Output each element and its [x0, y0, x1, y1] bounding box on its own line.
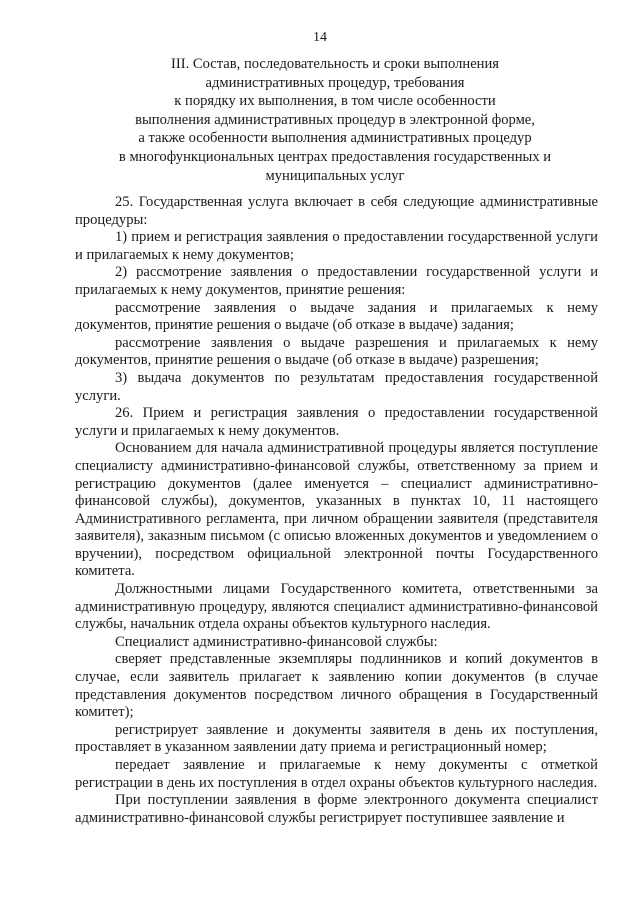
paragraph-specialist: Специалист административно-финансовой службы: — [115, 633, 438, 650]
paragraph-25: 25. Государственная услуга включает в себя следующие административные процедуры: — [75, 194, 598, 228]
heading-line: а также особенности выполнения административных процедур — [138, 130, 532, 147]
list-item-2: 2) рассмотрение заявления о предоставлении государственной услуги и прилагаемых к нему документов, принятие решения: — [75, 264, 598, 298]
paragraph-officials: Должностными лицами Государственного комитета, ответственными за административную процедуру, являются специалист административно-финансовой службы, начальник отдела охраны объектов культурного наследия. — [75, 581, 598, 633]
list-item-1: 1) прием и регистрация заявления о предоставлении государственной услуги и прилагаемых к нему документов; — [75, 229, 598, 263]
heading-line: выполнения административных процедур в электронной форме, — [135, 111, 535, 128]
heading-line: в многофункциональных центрах предоставления государственных и — [118, 148, 552, 165]
paragraph-26: 26. Прием и регистрация заявления о предоставлении государственной услуги и прилагаемых к нему документов. — [75, 405, 598, 439]
paragraph-verify: сверяет представленные экземпляры подлинников и копий документов в случае, если заявитель прилагает к заявлению копии документов (в случае представления документов посредством личного обращения в Государственный комитет); — [75, 651, 598, 721]
section-heading — [70, 55, 600, 185]
heading-line: муниципальных услуг — [265, 167, 405, 184]
body-text — [75, 194, 598, 827]
heading-line: III. Состав, последовательность и сроки выполнения — [170, 56, 500, 72]
paragraph-basis: Основанием для начала административной процедуры является поступление специалисту административно-финансовой службы, ответственному за прием и регистрацию документов (далее именуется – специалист административно-финансовой службы), документов, указанных в пунктах 10, 11 настоящего Административного регламента, при личном обращении заявителя (представителя заявителя), заказным письмом (с описью вложенных документов и уведомлением о вручении), посредством официальной электронной почты Государственного комитета. — [75, 440, 598, 580]
heading-line: к порядку их выполнения, в том числе особенности — [174, 93, 496, 110]
paragraph-transfer: передает заявление и прилагаемые к нему документы с отметкой регистрации в день их поступления в отдел охраны объектов культурного наследия. — [75, 757, 598, 791]
page-number: 14 — [313, 30, 327, 45]
sub-item-permit: рассмотрение заявления о выдаче разрешения и прилагаемых к нему документов, принятие решения о выдаче (об отказе в выдаче) разрешения; — [75, 334, 598, 369]
list-item-3: 3) выдача документов по результатам предоставления государственной услуги. — [75, 369, 598, 404]
paragraph-electronic: При поступлении заявления в форме электронного документа специалист административно-финансовой службы регистрирует поступившее заявление и — [75, 792, 598, 826]
heading-line: административных процедур, требования — [205, 74, 465, 91]
sub-item-task: рассмотрение заявления о выдаче задания и прилагаемых к нему документов, принятие решения о выдаче (об отказе в выдаче) задания; — [75, 299, 598, 334]
paragraph-register: регистрирует заявление и документы заявителя в день их поступления, проставляет в указанном заявлении дату приема и регистрационный номер; — [75, 721, 598, 756]
